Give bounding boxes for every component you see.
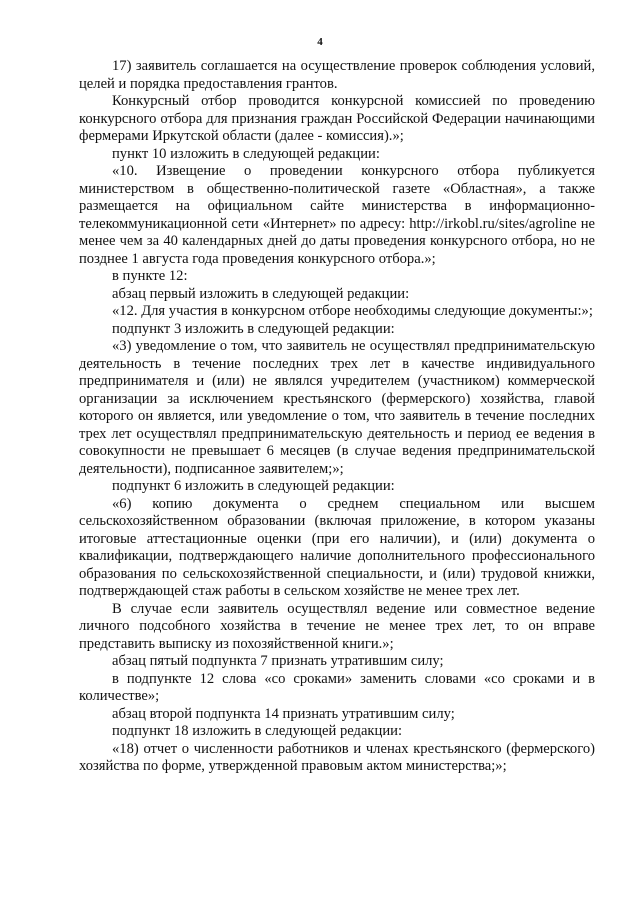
paragraph: в подпункте 12 слова «со сроками» заменить словами «со сроками и в количестве»; [79, 670, 595, 704]
paragraph: «18) отчет о численности работников и членах крестьянского (фермерского) хозяйства по форме, утвержденной правовым актом министерства;»; [79, 740, 595, 774]
paragraph: «3) уведомление о том, что заявитель не осуществлял предпринимательскую деятельность в течение последних трех лет в качестве индивидуального предпринимателя и (или) не являлся учредителем (участником) коммерческой организации за исключением крестьянского (фермерского) хозяйства, главой которого он является, или уведомление о том, что заявитель в течение последних трех лет осуществлял предпринимательскую деятельность и период ее ведения в совокупности не превышает 6 месяцев (в случае ведения предпринимательской деятельности), подписанное заявителем;»; [79, 338, 595, 477]
paragraph: «12. Для участия в конкурсном отборе необходимы следующие документы:»; [112, 303, 593, 319]
paragraph: абзац пятый подпункта 7 признать утратившим силу; [112, 653, 444, 669]
paragraph: В случае если заявитель осуществлял ведение или совместное ведение личного подсобного хозяйства в течение не менее трех лет, то он вправе представить выписку из похозяйственной книги.»; [79, 600, 595, 652]
paragraph: в пункте 12: [112, 268, 188, 284]
paragraph: подпункт 3 изложить в следующей редакции: [112, 320, 395, 337]
body-text [79, 58, 595, 776]
paragraph: «6) копию документа о среднем специальном или высшем сельскохозяйственном образовании (включая приложение, в котором указаны итоговые аттестационные оценки (при его наличии), и (или) документа о квалификации, подтверждающего наличие дополнительного профессионального образования по сельскохозяйственной специальности, и (или) трудовой книжки, подтверждающей стаж работы в сельском хозяйстве не менее трех лет. [79, 495, 595, 599]
paragraph: «10. Извещение о проведении конкурсного отбора публикуется министерством в общественно-политической газете «Областная», а также размещается на официальном сайте министерства в информационно-телекоммуникационной сети «Интернет» по адресу: http://irkobl.ru/sites/agroline не менее чем за 40 календарных дней до даты проведения конкурсного отбора, но не позднее 1 августа года проведения конкурсного отбора.»; [79, 163, 595, 267]
paragraph: подпункт 18 изложить в следующей редакции: [112, 723, 403, 739]
paragraph: абзац первый изложить в следующей редакции: [112, 285, 410, 302]
paragraph: 17) заявитель соглашается на осуществление проверок соблюдения условий, целей и порядка предоставления грантов. [79, 58, 595, 92]
paragraph: абзац второй подпункта 14 признать утратившим силу; [112, 705, 455, 722]
paragraph: подпункт 6 изложить в следующей редакции: [112, 478, 395, 494]
paragraph: Конкурсный отбор проводится конкурсной комиссией по проведению конкурсного отбора для признания граждан Российской Федерации начинающими фермерами Иркутской области (далее - комиссия).»; [79, 93, 595, 144]
paragraph: пункт 10 изложить в следующей редакции: [112, 145, 380, 162]
page-number: 4 [317, 36, 323, 48]
